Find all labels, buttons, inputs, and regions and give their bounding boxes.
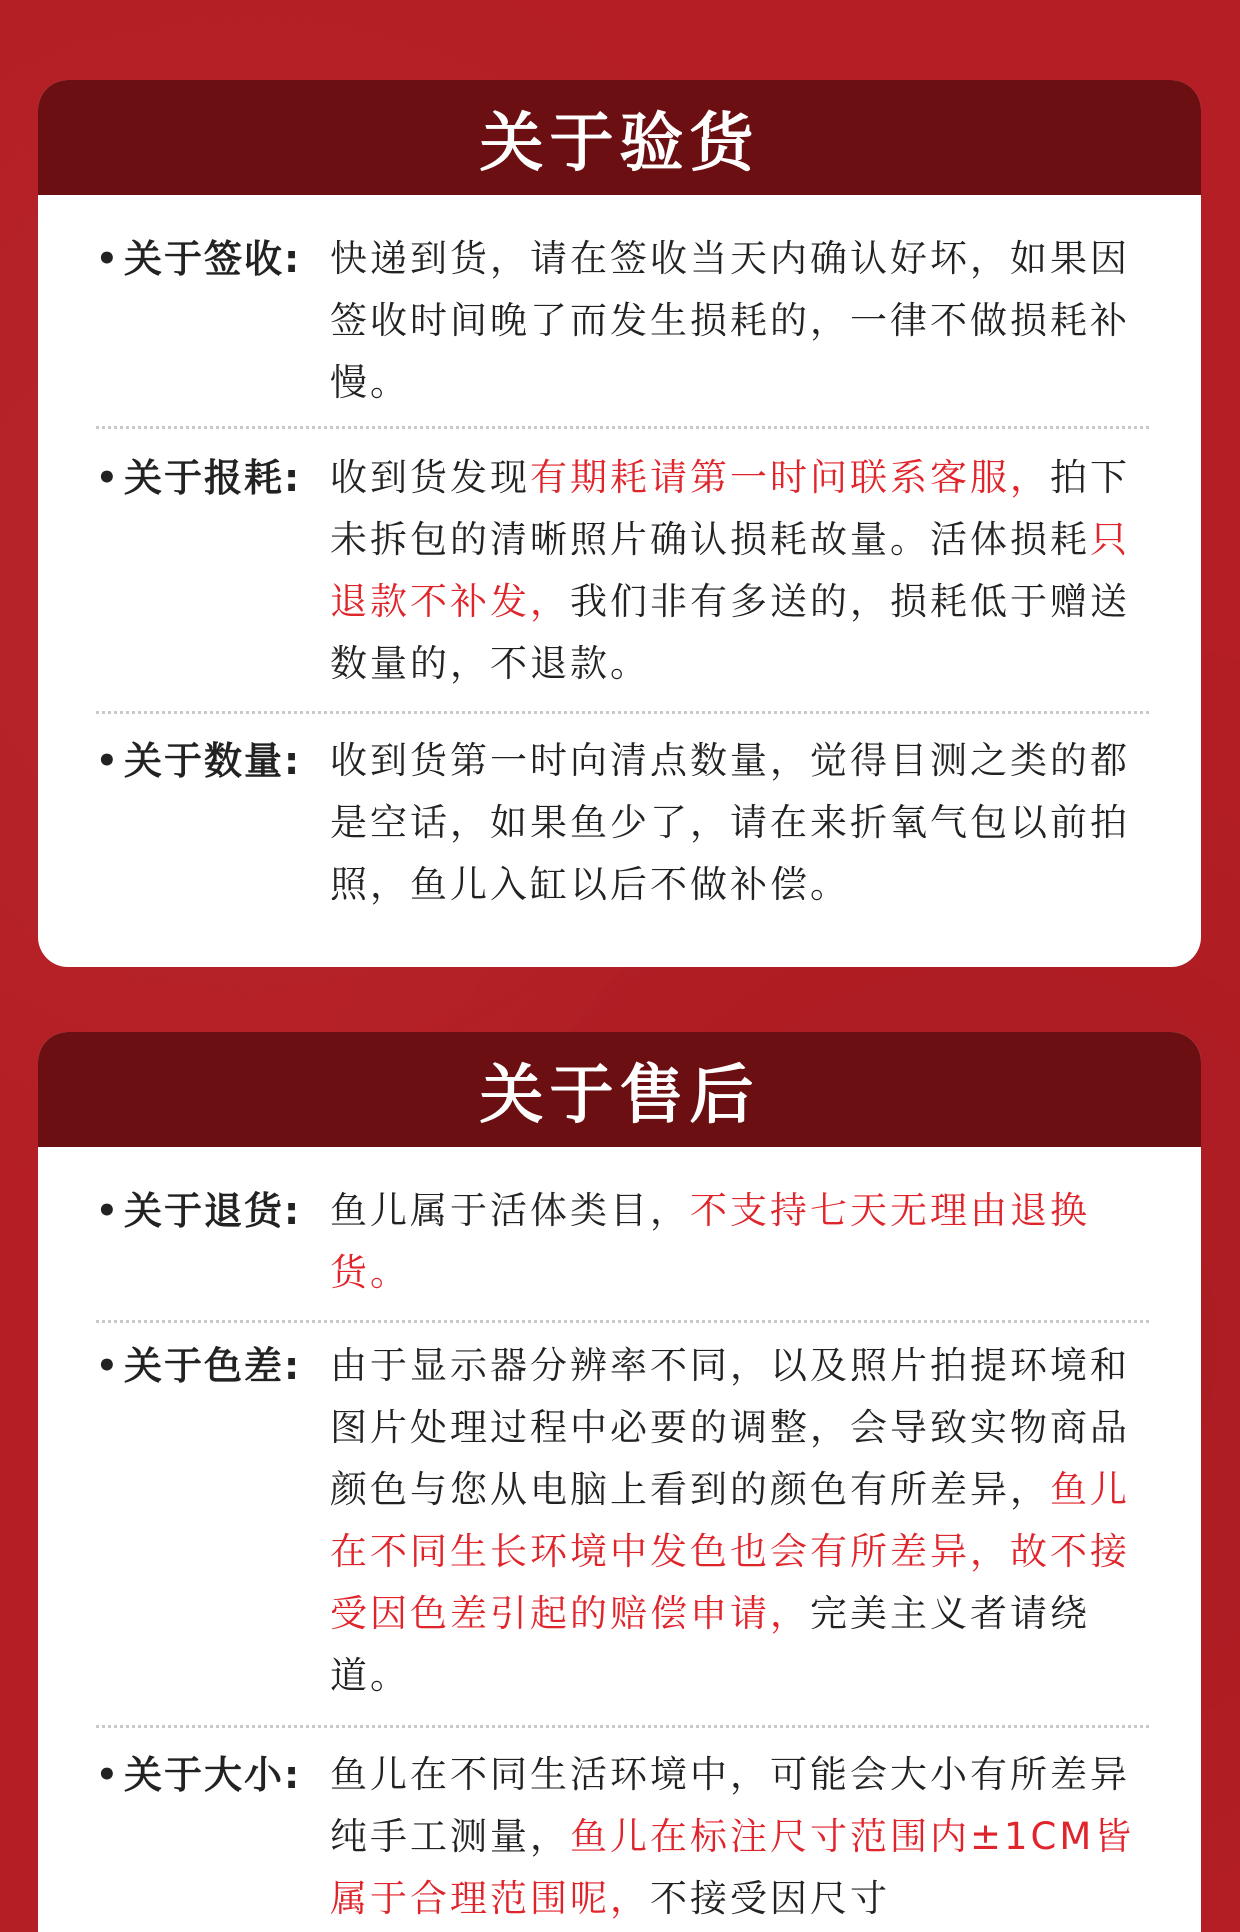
item-content — [330, 1744, 1149, 1932]
item-label: 关于大小: — [124, 1753, 302, 1797]
bullet-icon: • — [96, 239, 118, 279]
item-text: 鱼儿属于活体类目， — [330, 1189, 690, 1232]
item-text: 收到货发现 — [330, 456, 530, 499]
after-sales-header — [38, 1032, 1201, 1147]
after-sales-title: 关于售后 — [479, 1058, 760, 1133]
list-item-signing — [38, 228, 1201, 414]
item-label: 关于数量: — [124, 739, 302, 783]
item-content — [330, 447, 1149, 695]
list-item-quantity — [38, 730, 1201, 916]
item-text: 我们非有多送的，损耗低于赠送数量的，不退款。 — [330, 580, 1130, 685]
item-content — [330, 730, 1149, 916]
item-label: 关于报耗: — [124, 456, 302, 500]
inspection-title: 关于验货 — [479, 106, 760, 181]
item-highlight: 不支持七天无理由退换货。 — [330, 1189, 1090, 1294]
bullet-icon: • — [96, 1191, 118, 1231]
list-item-loss — [38, 447, 1201, 695]
item-label: 关于色差: — [124, 1344, 302, 1388]
item-text: 不接受因尺寸 — [650, 1877, 890, 1920]
item-highlight: 鱼儿在标注尺寸范围内±1CM皆属于合理范围呢， — [330, 1815, 1135, 1920]
item-text: 由于显示器分辨率不同，以及照片拍提环境和图片处理过程中必要的调整，会导致实物商品颜色与您从电脑上看到的颜色有所差异， — [330, 1344, 1130, 1511]
bullet-icon: • — [96, 741, 118, 781]
inspection-header — [38, 80, 1201, 195]
item-content — [330, 1180, 1149, 1304]
bullet-icon: • — [96, 1346, 118, 1386]
item-content — [330, 1335, 1149, 1707]
item-text: 完美主义者请绕道。 — [330, 1592, 1090, 1697]
item-text: 快递到货，请在签收当天内确认好坏，如果因签收时间晚了而发生损耗的，一律不做损耗补慢。 — [330, 237, 1130, 404]
bullet-icon: • — [96, 458, 118, 498]
item-highlight: 只退款不补发， — [330, 518, 1130, 623]
after-sales-list — [38, 1147, 1201, 1932]
item-label: 关于签收: — [124, 237, 302, 281]
item-text: 鱼儿在不同生活环境中，可能会大小有所差异纯手工测量， — [330, 1753, 1130, 1858]
inspection-card — [38, 80, 1201, 967]
item-text: 收到货第一时向清点数量，觉得目测之类的都是空话，如果鱼少了，请在来折氧气包以前拍照，鱼儿入缸以后不做补偿。 — [330, 739, 1130, 906]
item-highlight: 有期耗请第一时问联系客服， — [530, 456, 1050, 499]
inspection-list — [38, 195, 1201, 916]
item-text: 拍下未拆包的清晰照片确认损耗故量。活体损耗 — [330, 456, 1130, 561]
item-content — [330, 228, 1149, 414]
list-item-size — [38, 1744, 1201, 1932]
list-item-returns — [38, 1180, 1201, 1304]
list-item-color — [38, 1335, 1201, 1707]
after-sales-card — [38, 1032, 1201, 1932]
item-label: 关于退货: — [124, 1189, 302, 1233]
item-highlight: 鱼儿在不同生长环境中发色也会有所差异，故不接受因色差引起的赔偿申请， — [330, 1468, 1130, 1635]
bullet-icon: • — [96, 1755, 118, 1795]
